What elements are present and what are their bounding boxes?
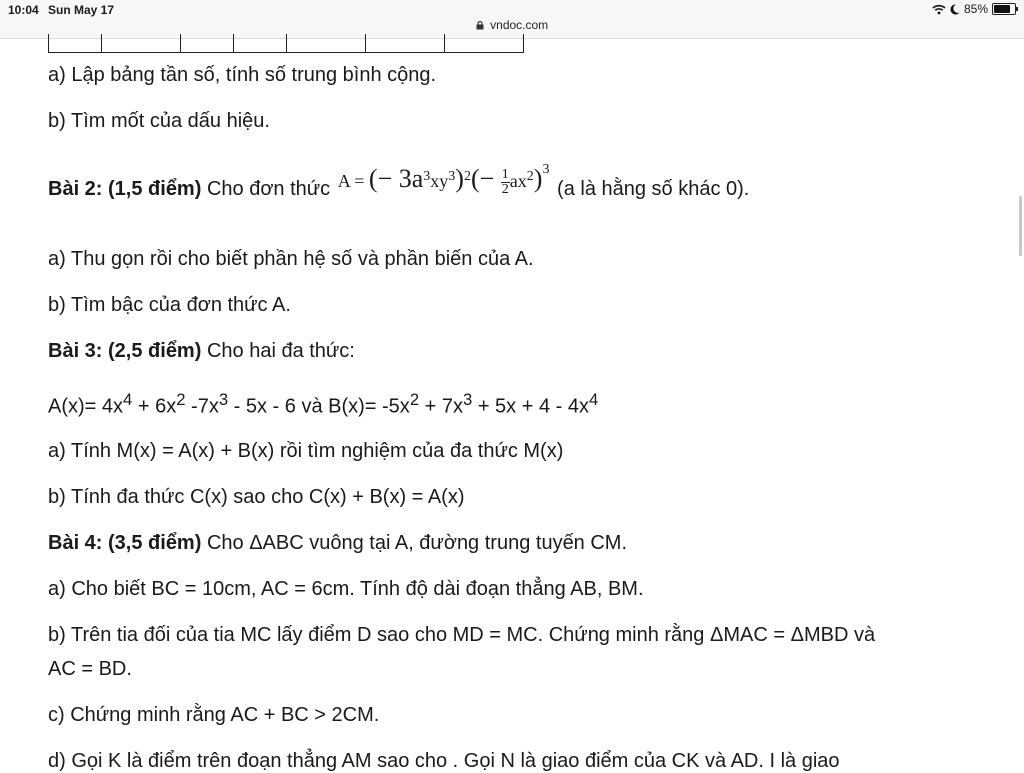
bai-4-heading: Bài 4: (3,5 điểm): [48, 532, 202, 554]
poly-exp: 3: [218, 390, 229, 409]
lock-icon: [476, 21, 484, 30]
bai-2-heading: Bài 2: (1,5 điểm): [48, 178, 202, 200]
monomial-formula: [338, 162, 550, 197]
fraction-denominator: 2: [501, 182, 509, 198]
table-cell: [49, 34, 102, 53]
battery-icon: [992, 3, 1016, 15]
status-date: Sun May 17: [48, 3, 115, 17]
battery-fill: [994, 5, 1010, 13]
question-4b-cont: AC = BD.: [48, 658, 132, 680]
poly-part: + 5x + 4 - 4x: [472, 395, 589, 418]
bai-4-text: Cho ΔABC vuông tại A, đường trung tuyến CM.: [201, 532, 628, 554]
formula-part: ): [533, 164, 543, 193]
poly-exp: 2: [176, 390, 186, 409]
formula-lhs: A =: [337, 171, 369, 191]
frequency-table-partial: [48, 34, 524, 53]
formula-part: (−: [470, 164, 501, 193]
question-3b: b) Tính đa thức C(x) sao cho C(x) + B(x) = A(x): [48, 486, 465, 508]
formula-exp: 2: [463, 169, 471, 184]
poly-part: + 6x: [132, 395, 177, 418]
battery-percent: 85%: [963, 2, 988, 16]
poly-part: + 7x: [419, 395, 463, 418]
bai-3-line: [48, 340, 355, 363]
question-1b: b) Tìm mốt của dấu hiệu.: [48, 110, 270, 132]
poly-part: A(x)= 4x: [48, 395, 124, 418]
status-time: 10:04: [8, 3, 39, 17]
question-2b: b) Tìm bậc của đơn thức A.: [48, 294, 291, 316]
question-4c: c) Chứng minh rằng AC + BC > 2CM.: [48, 704, 380, 726]
table-cell: [181, 34, 234, 53]
question-2a: a) Thu gọn rồi cho biết phần hệ số và phần biến của A.: [48, 248, 534, 270]
bai-2-line: [48, 162, 749, 201]
status-indicators: [932, 2, 1016, 16]
scrollbar-thumb[interactable]: [1019, 196, 1022, 256]
bai-3-text: Cho hai đa thức:: [201, 340, 355, 362]
bai-3-heading: Bài 3: (2,5 điểm): [48, 340, 202, 362]
formula-exp: 3: [423, 169, 431, 184]
poly-exp: 4: [589, 390, 599, 409]
question-4a: a) Cho biết BC = 10cm, AC = 6cm. Tính độ dài đoạn thẳng AB, BM.: [48, 578, 644, 600]
poly-exp: 4: [123, 390, 133, 409]
wifi-icon: [932, 4, 946, 15]
formula-part: (− 3a: [368, 164, 424, 193]
table-cell: [366, 34, 445, 53]
table-row: [49, 34, 524, 53]
table-cell: [234, 34, 287, 53]
poly-exp: 2: [409, 390, 420, 409]
formula-exp: 2: [526, 169, 534, 184]
address-bar[interactable]: [0, 18, 1024, 32]
bai-2-text: Cho đơn thức: [201, 178, 331, 200]
moon-icon: [950, 4, 960, 15]
table-cell: [102, 34, 181, 53]
question-4b: b) Trên tia đối của tia MC lấy điểm D sao cho MD = MC. Chứng minh rằng ΔMAC = ΔMBD và: [48, 624, 876, 646]
polynomials-line: [48, 390, 598, 419]
formula-part: xy: [430, 171, 449, 191]
question-4d: d) Gọi K là điểm trên đoạn thẳng AM sao cho . Gọi N là giao điểm của CK và AD. I là giao: [48, 750, 840, 772]
table-cell: [287, 34, 366, 53]
bai-4-line: [48, 532, 627, 555]
bai-2-tail: (a là hằng số khác 0).: [557, 178, 750, 200]
formula-exp: 3: [542, 162, 550, 177]
fraction-numerator: 1: [501, 167, 509, 183]
question-1a: a) Lập bảng tần số, tính số trung bình cộng.: [48, 64, 437, 86]
url-text: vndoc.com: [490, 18, 549, 32]
table-cell: [445, 34, 524, 53]
question-3a: a) Tính M(x) = A(x) + B(x) rồi tìm nghiệm của đa thức M(x): [48, 440, 564, 462]
poly-part: - 5x - 6 và B(x)= -5x: [228, 395, 410, 418]
formula-exp: 3: [448, 169, 456, 184]
formula-part: ): [455, 164, 464, 193]
poly-exp: 3: [463, 390, 473, 409]
poly-part: -7x: [185, 395, 219, 418]
fraction: [501, 168, 510, 197]
formula-part: ax: [509, 171, 527, 191]
